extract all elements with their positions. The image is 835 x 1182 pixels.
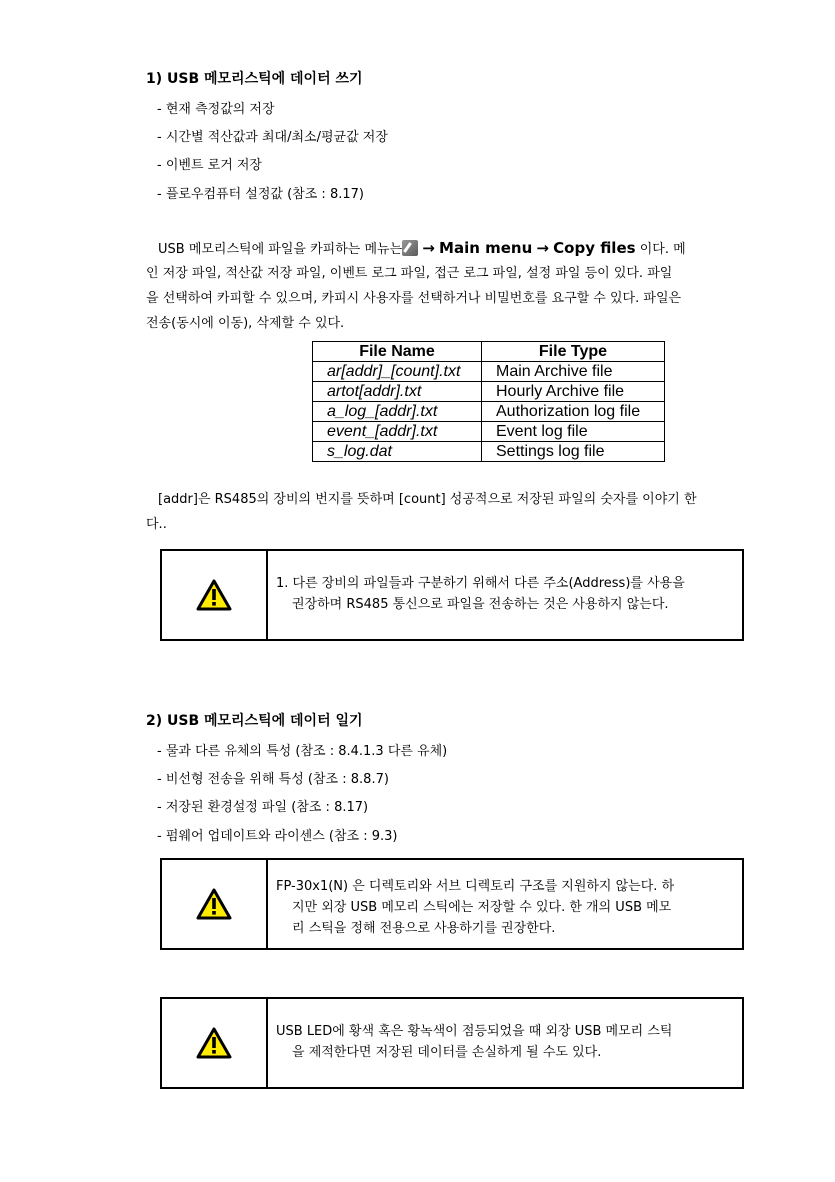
table-row: [313, 442, 665, 462]
table-header: File Type: [482, 342, 665, 362]
list-item: - 시간별 적산값과 최대/최소/평균값 저장: [157, 130, 388, 145]
list-item: - 플로우컴퓨터 설정값 (참조 : 8.17): [157, 187, 364, 202]
warning-note: [160, 858, 744, 950]
list-item: - 펌웨어 업데이트와 라이센스 (참조 : 9.3): [157, 829, 398, 844]
arrow: →: [422, 239, 435, 257]
paragraph-line: 다..: [146, 517, 167, 532]
warning-icon: [196, 888, 232, 920]
file-type-cell: Event log file: [482, 422, 665, 442]
note-text: [268, 551, 691, 639]
warning-note: [160, 997, 744, 1089]
list-item: - 물과 다른 유체의 특성 (참조 : 8.4.1.3 다른 유체): [157, 744, 448, 759]
file-name-cell: event_[addr].txt: [313, 422, 482, 442]
paragraph-text: 이다. 메: [639, 242, 686, 257]
note-line: FP-30x1(N) 은 디렉토리와 서브 디렉토리 구조를 지원하지 않는다. 하: [276, 879, 675, 894]
file-type-cell: Main Archive file: [482, 362, 665, 382]
paragraph-line: [addr]은 RS485의 장비의 번지를 뜻하며 [count] 성공적으로 저장된 파일의 숫자를 이야기 한: [158, 492, 697, 507]
file-type-cell: Settings log file: [482, 442, 665, 462]
file-name-cell: artot[addr].txt: [313, 382, 482, 402]
menu-copy-label: Copy files: [553, 239, 636, 257]
note-line: 지만 외장 USB 메모리 스틱에는 저장할 수 있다. 한 개의 USB 메모: [292, 900, 672, 915]
file-table: [312, 341, 665, 462]
note-line: 을 제적한다면 저장된 데이터를 손실하게 될 수도 있다.: [292, 1045, 602, 1060]
warning-icon-cell: [162, 551, 268, 639]
warning-icon-cell: [162, 860, 268, 948]
note-text: [268, 999, 678, 1087]
list-item: - 비선형 전송을 위해 특성 (참조 : 8.8.7): [157, 772, 389, 787]
table-header-row: [313, 342, 665, 362]
table-row: [313, 422, 665, 442]
table-row: [313, 382, 665, 402]
note-line: 권장하며 RS485 통신으로 파일을 전송하는 것은 사용하지 않는다.: [292, 597, 669, 612]
file-type-cell: Authorization log file: [482, 402, 665, 422]
section-2-heading: 2) USB 메모리스틱에 데이터 일기: [146, 713, 363, 729]
file-name-cell: ar[addr]_[count].txt: [313, 362, 482, 382]
section-1-heading: 1) USB 메모리스틱에 데이터 쓰기: [146, 71, 363, 87]
paragraph-line: 을 선택하여 카피할 수 있으며, 카피시 사용자를 선택하거나 비밀번호를 요구할 수 있다. 파일은: [146, 291, 682, 306]
edit-icon: [402, 240, 418, 256]
note-line: 1. 다른 장비의 파일들과 구분하기 위해서 다른 주소(Address)를 사용을: [276, 576, 685, 591]
table-header: File Name: [313, 342, 482, 362]
paragraph-text: USB 메모리스틱에 파일을 카피하는 메뉴는: [158, 242, 403, 257]
warning-icon: [196, 579, 232, 611]
copy-files-paragraph: [146, 236, 776, 336]
note-text: [268, 860, 680, 948]
table-row: [313, 402, 665, 422]
file-type-cell: Hourly Archive file: [482, 382, 665, 402]
arrow: →: [536, 239, 549, 257]
warning-note: [160, 549, 744, 641]
table-row: [313, 362, 665, 382]
warning-icon-cell: [162, 999, 268, 1087]
list-item: - 현재 측정값의 저장: [157, 102, 275, 117]
list-item: - 저장된 환경설정 파일 (참조 : 8.17): [157, 800, 369, 815]
file-name-cell: a_log_[addr].txt: [313, 402, 482, 422]
paragraph-line: 인 저장 파일, 적산값 저장 파일, 이벤트 로그 파일, 접근 로그 파일, 설정 파일 등이 있다. 파일: [146, 266, 673, 281]
list-item: - 이벤트 로거 저장: [157, 158, 262, 173]
addr-paragraph: [146, 487, 776, 537]
note-line: USB LED에 황색 혹은 황녹색이 점등되었을 때 외장 USB 메모리 스틱: [276, 1024, 673, 1039]
menu-main-label: Main menu: [439, 239, 533, 257]
paragraph-line: 전송(동시에 이동), 삭제할 수 있다.: [146, 316, 345, 331]
note-line: 리 스틱을 정해 전용으로 사용하기를 권장한다.: [292, 921, 556, 936]
warning-icon: [196, 1027, 232, 1059]
file-name-cell: s_log.dat: [313, 442, 482, 462]
